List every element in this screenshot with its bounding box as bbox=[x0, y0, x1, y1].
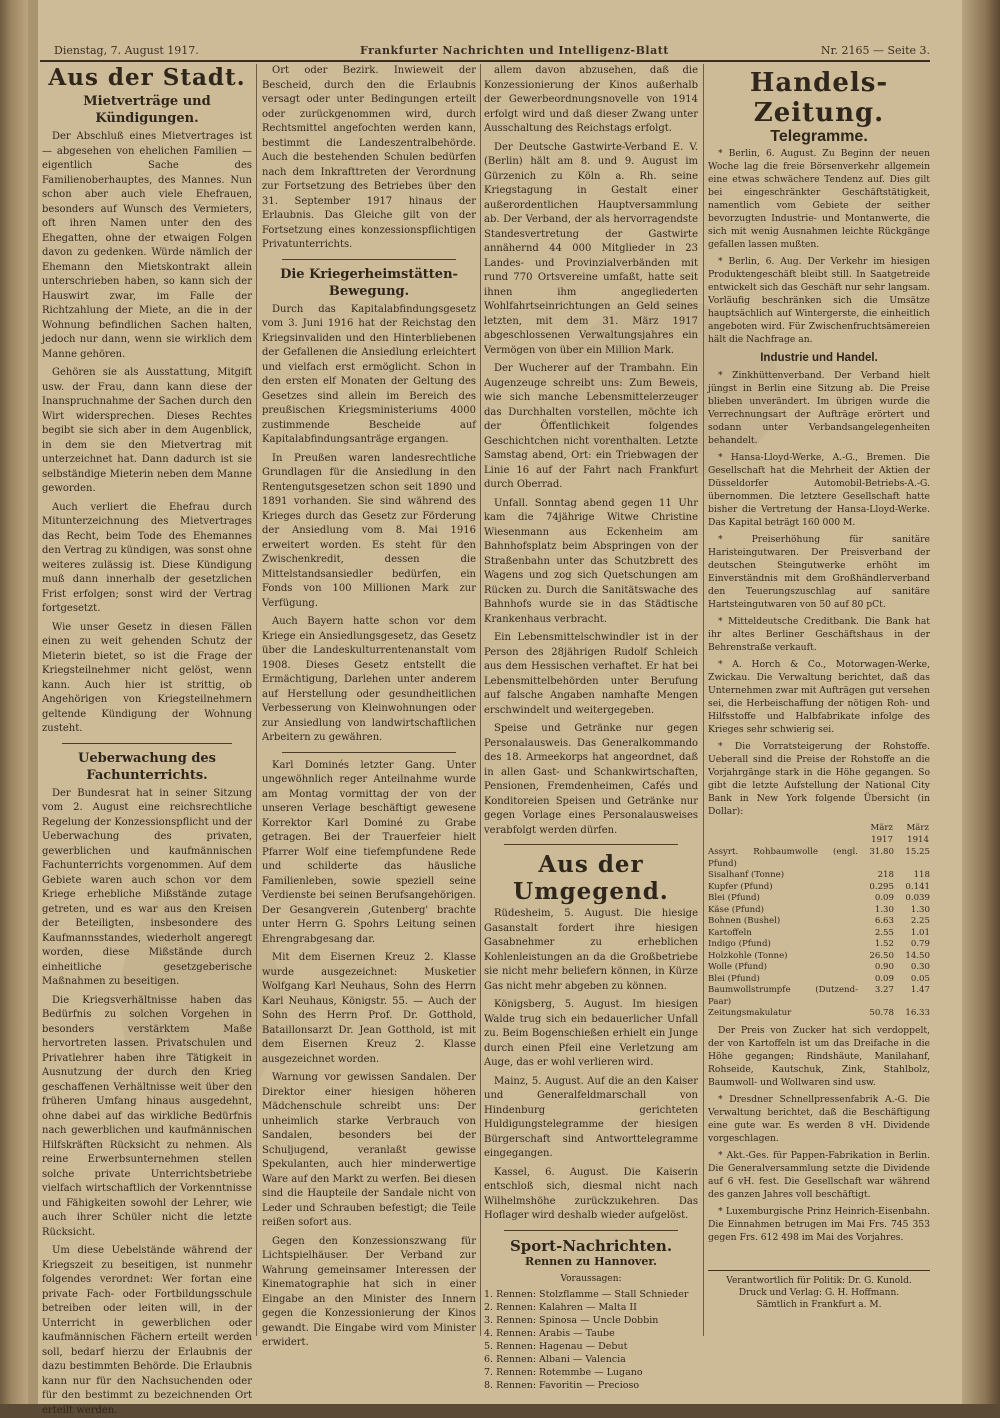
article-divider bbox=[504, 844, 678, 845]
price-row bbox=[708, 939, 930, 951]
price-value: 6.63 bbox=[874, 916, 894, 926]
price-value: 218 bbox=[877, 870, 894, 880]
column-1 bbox=[42, 64, 252, 1416]
column-divider bbox=[480, 64, 481, 1336]
price-row bbox=[708, 974, 930, 986]
section-title: Aus der Umgegend. bbox=[513, 851, 669, 905]
article-paragraph: Der Deutsche Gastwirte-Verband E. V. (Berlin) hält am 8. und 9. August im Gürzenich zu Köln a. Rh. seine Kriegstagung in Gestalt einer außerordentlichen Hauptversammlung ab. Der Verband, der als hervorragendste Standesvertretung der Gastwirte annähernd 44 000 Mitglieder in 23 Landes- und Provinzialverbänden mit rund 770 Ortsvereine umfaßt, hatte seit ihnen ihm angegliederten Wohlfahrtseinrichtungen an Geld seines letzten, mit dem 31. März 1917 abgeschlossenen Verwaltungsjahres ein Vermögen von über ein Million Mark. bbox=[484, 141, 698, 356]
column-4 bbox=[708, 64, 930, 1336]
article-paragraph: Warnung vor gewissen Sandalen. Der Direktor einer hiesigen höheren Mädchenschule schreibt uns: Der unheimlich starke Verbrauch von Sandalen, besonders bei der Schuljugend, veranlaßt gewisse Spekulanten, auch hier minderwertige Ware auf den Markt zu werfen. Bei diesen sind die Haupteile der Sandale nicht von Leder und Schrauben befestigt; die Teile reißen sofort aus. bbox=[262, 1072, 476, 1228]
price-value: 2.25 bbox=[910, 916, 930, 926]
left-page-edge bbox=[0, 0, 28, 1404]
price-value: 0.05 bbox=[910, 973, 930, 984]
price-value: 0.09 bbox=[874, 893, 894, 903]
article-paragraph: Rüdesheim, 5. August. Die hiesige Gasanstalt fordert ihre hiesigen Gasabnehmer zu erheblichen Kohlenleistungen an da die Großbetriebe sie nicht mehr beliefern können, in Kürze Gas nicht mehr abgeben zu können. bbox=[484, 908, 698, 992]
article-heading: Die Kriegerheimstätten-Bewegung. bbox=[280, 266, 458, 299]
price-value: 1.30 bbox=[910, 904, 930, 915]
imprint-line: Druck und Verlag: G. H. Hoffmann. bbox=[738, 1288, 900, 1298]
article-paragraph: * Die Vorratsteigerung der Rohstoffe. Ueberall sind die Preise der Rohstoffe an die Vorjahrgänge stark in die Höhe gegangen. So gibt die letzte Aufstellung der National City Bank in New York folgende Übersicht (in Dollar): bbox=[708, 741, 930, 817]
article-paragraph: * Zinkhüttenverband. Der Verband hielt jüngst in Berlin eine Sitzung ab. Die Preise blieben unverändert. Im übrigen wurde die Verrechnungsart der Aufträge erörtert und sodann unter Verbandsangelegenheiten behandelt. bbox=[708, 370, 930, 446]
price-value: 14.50 bbox=[905, 950, 930, 961]
article-paragraph: * Dresdner Schnellpressenfabrik A.-G. Die Verwaltung berichtet, daß die Beschäftigung eine gute war. Es werden 8 vH. Dividende vorgeschlagen. bbox=[708, 1093, 930, 1144]
price-value: 1.47 bbox=[910, 985, 930, 995]
price-value: 15.25 bbox=[905, 847, 930, 857]
issue-number: Nr. 2165 — Seite 3. bbox=[820, 44, 930, 57]
price-row bbox=[708, 905, 930, 917]
issue-date: Dienstag, 7. August 1917. bbox=[54, 44, 199, 57]
column-divider bbox=[703, 64, 704, 1336]
article-paragraph: allem davon abzusehen, daß die Konzessionierung der Kinos außerhalb der Gewerbeordnungsnovelle von 1914 erfolgt wird und daß dieser Zwang unter Ausschaltung des Reichstags erfolgt. bbox=[484, 65, 698, 134]
price-row bbox=[708, 916, 930, 928]
price-item: Käse (Pfund) bbox=[708, 904, 765, 915]
article-paragraph: * Berlin, 6. Aug. Der Verkehr im hiesigen Produktengeschäft bleibt still. In Saatgetreide entwickelt sich das Geschäft nur sehr langsam. Vorläufig beschränken sich die Umsätze hauptsächlich auf Wintergerste, die einheitlich angeboten wird. Für Zwischenfruchtsämereien hält die Nachfrage an. bbox=[708, 256, 930, 345]
price-value: 0.039 bbox=[905, 893, 930, 903]
price-value: 1.30 bbox=[874, 904, 894, 915]
section-title: Handels-Zeitung. bbox=[749, 68, 889, 128]
sport-title: Sport-Nachrichten. bbox=[509, 1236, 673, 1255]
masthead: Frankfurter Nachrichten und Intelligenz-Blatt bbox=[360, 44, 669, 57]
price-row bbox=[708, 951, 930, 963]
column-2 bbox=[262, 64, 476, 1348]
section-title: Aus der Stadt. bbox=[48, 64, 246, 91]
race-entry: 8. Rennen: Favoritin — Precioso bbox=[484, 1380, 640, 1391]
price-item: Bohnen (Bushel) bbox=[708, 916, 781, 926]
article-divider bbox=[504, 1230, 678, 1231]
telegrams-heading: Telegramme. bbox=[770, 128, 868, 145]
article-paragraph: * Preiserhöhung für sanitäre Haristeingutwaren. Der Preisverband der deutschen Steingutwerke erhöht im Einverständnis mit dem Großhändlerverband den Teuerungszuschlag auf sanitäre Hartsteingutwaren von 50 auf 80 pCt. bbox=[708, 534, 930, 610]
article-paragraph: Kassel, 6. August. Die Kaiserin entschloß sich, diesmal nicht nach Wilhelmshöhe zurückzukehren. Das Hoflager wird deshalb wieder aufgelöst. bbox=[484, 1166, 698, 1221]
right-page-edge bbox=[962, 0, 1000, 1404]
price-item: Blei (Pfund) bbox=[708, 893, 760, 903]
price-value: 0.79 bbox=[910, 939, 930, 949]
price-table-header bbox=[708, 822, 858, 847]
race-entry: 1. Rennen: Stolzflamme — Stall Schnieder bbox=[484, 1289, 689, 1300]
article-paragraph: Ein Lebensmittelschwindler ist in der Person des 28jährigen Rudolf Schleich aus dem Hessischen verhaftet. Er hat bei Lebensmittelbehörden unter Berufung auf falsche Angaben namhafte Mengen erschwindelt und weitergegeben. bbox=[484, 632, 698, 716]
article-paragraph: * Berlin, 6. August. Zu Beginn der neuen Woche lag die freie Börsenverkehr allgemein eine etwas schwächere Tendenz auf. Dies gilt bei eingeschränkter Geschäftstätigkeit, namentlich vom Gebiete der seither bevorzugten Industrie- und Montanwerte, die sich mit wenig Ausnahmen leichte Rückgänge gefallen lassen mußten. bbox=[708, 148, 930, 250]
price-row bbox=[708, 962, 930, 974]
race-entry: 6. Rennen: Albani — Valencia bbox=[484, 1354, 626, 1365]
imprint bbox=[708, 1270, 930, 1335]
price-item: Wolle (Pfund) bbox=[708, 962, 767, 972]
price-item: Zeitungsmakulatur bbox=[708, 1008, 792, 1018]
price-item: Sisalhanf (Tonne) bbox=[708, 870, 785, 880]
price-table-header: März 1917 bbox=[870, 823, 893, 845]
price-value: 1.01 bbox=[910, 927, 930, 938]
imprint-line: Sämtlich in Frankfurt a. M. bbox=[756, 1300, 882, 1310]
header-rule bbox=[40, 60, 930, 62]
article-paragraph: Gegen den Konzessionszwang für Lichtspielhäuser. Der Verband zur Wahrung gemeinsamer Interessen der Kinematographie hat sich in einer Eingabe an den Minister des Innern gegen die Konzessionierung der Kinos gewandt. Die Eingabe wird vom Minister erwidert. bbox=[262, 1235, 476, 1348]
price-item: Baumwollstrumpfe (Dutzend-Paar) bbox=[708, 985, 858, 1007]
price-item: Assyrt. Rohbaumwolle (engl. Pfund) bbox=[708, 847, 858, 869]
article-paragraph: Um diese Uebelstände während der Kriegszeit zu beseitigen, ist nunmehr folgendes verordnet: Wer fortan eine private Fach- oder Fortbildungsschule betreiben oder leiten will, in der Unterricht in gewerblichen oder kaufmännischen Fächern erteilt werden soll, bedarf hierzu der Erlaubnis der dazu bestimmten Behörde. Die Erlaubnis kann nur für den Nachsuchenden oder für den bestimmt zu bezeichnenden Ort erteilt werden. bbox=[42, 1245, 252, 1416]
article-paragraph: Karl Dominés letzter Gang. Unter ungewöhnlich reger Anteilnahme wurde am Montag vormittag der von der unseren Verlage beschäftigt gewesene Korrektor Karl Dominé zu Grabe getragen. Bei der Trauerfeier hielt Pfarrer Wolf eine tiefempfundene Rede und schilderte das häusliche Familienleben, sowie speziell seine Verdienste bei seinen Berufsangehörigen. Der Gesangverein ,Gutenberg' brachte unter Herrn G. Spohrs Leitung seinen Ehrengrabgesang dar. bbox=[262, 759, 476, 945]
price-table-header: März 1914 bbox=[906, 823, 929, 845]
price-row bbox=[708, 1008, 930, 1020]
column-3 bbox=[484, 64, 698, 1391]
price-row bbox=[708, 928, 930, 940]
article-divider bbox=[282, 259, 456, 260]
article-paragraph: * Luxemburgische Prinz Heinrich-Eisenbahn. Die Einnahmen betrugen im Mai Frs. 745 353 gegen Frs. 612 498 im Mai des Vorjahres. bbox=[708, 1205, 930, 1243]
price-value: 50.78 bbox=[869, 1008, 894, 1018]
article-paragraph: Mainz, 5. August. Auf die an den Kaiser und Generalfeldmarschall von Hindenburg gerichteten Huldigungstelegramme der hiesigen Bürgerschaft sind Antworttelegramme eingegangen. bbox=[484, 1075, 698, 1159]
article-heading: Industrie und Handel. bbox=[760, 352, 878, 364]
article-divider bbox=[62, 743, 232, 744]
article-paragraph: In Preußen waren landesrechtliche Grundlagen für die Ansiedlung in den Rentengutsgesetzen schon seit 1890 und 1891 vorhanden. Sie sind während des Krieges durch das Gesetz zur Förderung der Ansiedlung vom 8. Mai 1916 erweitert worden. Es steht für den Zwischenkredit, dessen die Mittelstandsansiedler bedürfen, ein Fonds von 100 Millionen Mark zur Verfügung. bbox=[262, 452, 476, 609]
article-paragraph: * Hansa-Lloyd-Werke, A.-G., Bremen. Die Gesellschaft hat die Mehrheit der Aktien der Düsseldorfer Automobil-Betriebs-A.-G. übernommen. Die letztere Gesellschaft hatte bisher die Vertretung der Hansa-Lloyd-Werke. Das Kapital beträgt 160 000 M. bbox=[708, 452, 930, 528]
article-paragraph: Durch das Kapitalabfindungsgesetz vom 3. Juni 1916 hat der Reichstag den Kriegsinvaliden und den Hinterbliebenen der Gefallenen die Ansiedlung erleichtert und vielfach erst ermöglicht. Schon in den ersten elf Monaten der Geltung des Gesetzes sind allein im Bereich des preußischen Kriegsministeriums 4000 zustimmende Bescheide auf Kapitalabfindungsanträge ergangen. bbox=[262, 303, 476, 445]
price-item: Blei (Pfund) bbox=[708, 973, 760, 984]
price-row bbox=[708, 847, 930, 870]
race-entry: 4. Rennen: Arabis — Taube bbox=[484, 1328, 615, 1339]
price-item: Kupfer (Pfund) bbox=[708, 881, 773, 892]
price-item: Indigo (Pfund) bbox=[708, 939, 771, 949]
column-divider bbox=[256, 64, 257, 1336]
price-row bbox=[708, 985, 930, 1008]
price-item: Kartoffeln bbox=[708, 927, 752, 938]
article-paragraph: Auch verliert die Ehefrau durch Mitunterzeichnung des Mietvertrages das Recht, beim Tode des Ehemannes den Vertrag zu kündigen, was sonst ohne weiteres zulässig ist. Diese Kündigung muß dann innerhalb der gesetzlichen Frist erfolgen; sonst wird der Vertrag fortgesetzt. bbox=[42, 501, 252, 614]
article-paragraph: Der Wucherer auf der Trambahn. Ein Augenzeuge schreibt uns: Zum Beweis, wie sich manche Lebensmittelerzeuger das Durchhalten vorstellen, möchte ich der Öffentlichkeit folgendes Geschichtchen nicht vorenthalten. Letzte Samstag abend, Ort: ein Triebwagen der Linie 16 auf der Fahrt nach Frankfurt durch Oberrad. bbox=[484, 363, 698, 490]
price-value: 118 bbox=[913, 870, 930, 880]
price-value: 16.33 bbox=[905, 1008, 930, 1018]
price-value: 0.30 bbox=[910, 962, 930, 972]
article-paragraph: * Mitteldeutsche Creditbank. Die Bank hat ihr altes Berliner Geschäftshaus in der Behrenstraße verkauft. bbox=[708, 616, 930, 653]
article-paragraph: * A. Horch & Co., Motorwagen-Werke, Zwickau. Die Verwaltung berichtet, daß das Unternehmen zwar mit Aufträgen gut versehen sei, die Herbeischaffung der nötigen Roh- und Hilfsstoffe und Halbfabrikate infolge des Krieges sehr schwierig sei. bbox=[708, 659, 930, 735]
price-value: 1.52 bbox=[874, 939, 894, 949]
price-value: 0.141 bbox=[905, 881, 930, 892]
article-paragraph: Königsberg, 5. August. Im hiesigen Walde trug sich ein bedauerlicher Unfall zu. Beim Bogenschießen erhielt ein Junge durch einen Pfeil eine Verletzung am Auge, das er wohl verlieren wird. bbox=[484, 999, 698, 1068]
sport-subtitle: Rennen zu Hannover. bbox=[525, 1255, 657, 1268]
article-paragraph: Der Preis von Zucker hat sich verdoppelt, der von Kartoffeln ist um das Dreifache in die Höhe gegangen; Rindshäute, Manilahanf, Rohseide, Kautschuk, Zink, Stahlbolz, Baumwoll- und Wollwaren sind usw. bbox=[708, 1024, 930, 1088]
article-paragraph: Wie unser Gesetz in diesen Fällen einen zu weit gehenden Schutz der Mieterin bietet, so ist die Frage der Kriegsteilnehmer nicht gelöst, wenn kann. Auch hier ist strittig, ob Angehörigen von Kriegsteilnehmern geltende Kündigung der Wohnung zusteht. bbox=[42, 621, 252, 734]
article-paragraph: Die Kriegsverhältnisse haben das Bedürfnis zu solchen Vorgehen in besonders verstärktem Maße hervortreten lassen. Privatschulen und Privatlehrer haben ihre Tätigkeit in Ausnutzung der durch den Krieg geschaffenen Verhältnisse weit über den früheren Umfang hinaus ausgedehnt, ohne dabei auf das wirkliche Bedürfnis nach gewerblichen und kaufmännischen Hilfskräften Rücksicht zu nehmen. Als reine Erwerbsunternehmen stellen solche private Unterrichtsbetriebe vielfach wirtschaftlich der Vorkenntnisse und Fähigkeiten sowohl der Lehrer, wie auch ihrer Schüler nicht die letzte Rücksicht. bbox=[42, 994, 252, 1238]
price-row bbox=[708, 870, 930, 882]
price-value: 3.27 bbox=[874, 985, 894, 995]
price-item: Holzkohle (Tonne) bbox=[708, 950, 788, 961]
article-paragraph: Gehören sie als Ausstattung, Mitgift usw. der Frau, dann kann diese der Inanspruchnahme der Sachen durch den Wirt widersprechen. Dieses Rechtes begibt sie sich aber in dem Augenblick, in dem sie den Mietvertrag mit unterzeichnet hat. Dann dadurch ist sie selbständige Mieterin neben dem Manne geworden. bbox=[42, 367, 252, 494]
price-value: 26.50 bbox=[869, 950, 894, 961]
price-value: 0.09 bbox=[874, 973, 894, 984]
article-paragraph: Der Bundesrat hat in seiner Sitzung vom 2. August eine reichsrechtliche Regelung der Konzessionspflicht und der Ueberwachung des privaten, gewerblichen und kaufmännischen Fachunterrichts vorgenommen. Auf dem Gebiete waren auch schon vor dem Kriege erhebliche Mißstände zutage getreten, und es war aus den Kreisen der Beteiligten, insbesondere des Kaufmannsstandes, wiederholt angeregt worden, diese Mißstände durch einheitliche gesetzgeberische Maßnahmen zu beseitigen. bbox=[42, 787, 252, 987]
price-row bbox=[708, 893, 930, 905]
race-entry: 5. Rennen: Hagenau — Debut bbox=[484, 1341, 628, 1352]
article-paragraph: Unfall. Sonntag abend gegen 11 Uhr kam die 74jährige Witwe Christine Wiesenmann aus Eckenheim am Bahnhofsplatz beim Abspringen von der Straßenbahn unter das Schutzbrett des Wagens und zog sich Quetschungen am Rücken zu. Durch die Sanitätswache des Bahnhofs wurde sie in das Städtische Krankenhaus verbracht. bbox=[484, 497, 698, 625]
article-heading: Mietverträge und Kündigungen. bbox=[83, 94, 211, 126]
binding-gutter bbox=[28, 0, 38, 1404]
race-entry: 2. Rennen: Kalahren — Malta II bbox=[484, 1302, 637, 1313]
price-row bbox=[708, 882, 930, 894]
imprint-line: Verantwortlich für Politik: Dr. G. Kunold. bbox=[726, 1276, 912, 1286]
price-value: 2.55 bbox=[874, 927, 894, 938]
price-value: 0.295 bbox=[869, 881, 894, 892]
price-value: 0.90 bbox=[874, 962, 894, 972]
sport-forecast-label: Voraussagen: bbox=[560, 1273, 622, 1284]
race-entry: 3. Rennen: Spinosa — Uncle Dobbin bbox=[484, 1315, 659, 1326]
price-value: 31.80 bbox=[869, 847, 894, 857]
article-paragraph: Speise und Getränke nur gegen Personalausweis. Das Generalkommando des 18. Armeekorps hat angeordnet, daß in allen Gast- und Schankwirtschaften, Pensionen, Fremdenheimen, Cafés und Konditoreien Speisen und Getränke nur gegen Vorlage eines Personalausweises verabfolgt werden dürfen. bbox=[484, 723, 698, 836]
article-paragraph: Auch Bayern hatte schon vor dem Kriege ein Ansiedlungsgesetz, das Gesetz über die Landeskulturrentenanstalt vom 1908. Dieses Gesetz entstellt die Ermächtigung, Darlehen unter anderem auf Herstellung oder gesundheitlichen Verbesserung von Kleinwohnungen oder zur Ansiedlung von landwirtschaftlichen Arbeitern zu gewähren. bbox=[262, 616, 476, 743]
article-paragraph: Ort oder Bezirk. Inwieweit der Bescheid, durch den die Erlaubnis versagt oder unter Bedingungen erteilt oder zurückgenommen wird, durch Rechtsmittel angefochten werden kann, bestimmt die Landeszentralbehörde. Auch die bestehenden Schulen bedürfen nach dem Inkrafttreten der Verordnung zur Fortsetzung des Betriebes über den 31. September 1917 hinaus der Erlaubnis. Das Gleiche gilt von der Fortsetzung eines konzessionspflichtigen Privatunterrichts. bbox=[262, 65, 476, 250]
article-paragraph: Mit dem Eisernen Kreuz 2. Klasse wurde ausgezeichnet: Musketier Wolfgang Karl Neuhaus, Sohn des Herrn Karl Neuhaus, Königstr. 55. — Auch der Sohn des Herrn Prof. Dr. Gotthold, Bataillonsarzt Dr. Jean Gotthold, ist mit dem Eisernen Kreuz 2. Klasse ausgezeichnet worden. bbox=[262, 952, 476, 1065]
price-table bbox=[708, 822, 930, 1020]
article-paragraph: * Akt.-Ges. für Pappen-Fabrikation in Berlin. Die Generalversammlung setzte die Dividende auf 6 vH. fest. Die Gesellschaft war während des ganzen Jahres voll beschäftigt. bbox=[708, 1149, 930, 1200]
article-heading: Ueberwachung des Fachunterrichts. bbox=[78, 750, 216, 783]
race-entry: 7. Rennen: Rotemmbe — Lugano bbox=[484, 1367, 643, 1378]
article-divider bbox=[282, 752, 456, 753]
article-paragraph: Der Abschluß eines Mietvertrages ist — abgesehen von ehelichen Familien — eigentlich Sache des Familienoberhauptes, des Mannes. Nun schon aber auch viele Ehefrauen, besonders auf Wunsch des Vermieters, oft ihren Namen unter den des Ehegatten, ohne der etwaigen Folgen davon zu gedenken. Würde nämlich der Ehemann den Mietskontrakt allein unterschrieben haben, so kann sich der Hauswirt zwar, im Falle der Richtzahlung der Miete, an die in der Wohnung befindlichen Sachen halten, jedoch nur dann, wenn sie wirklich dem Manne gehören. bbox=[42, 131, 252, 360]
